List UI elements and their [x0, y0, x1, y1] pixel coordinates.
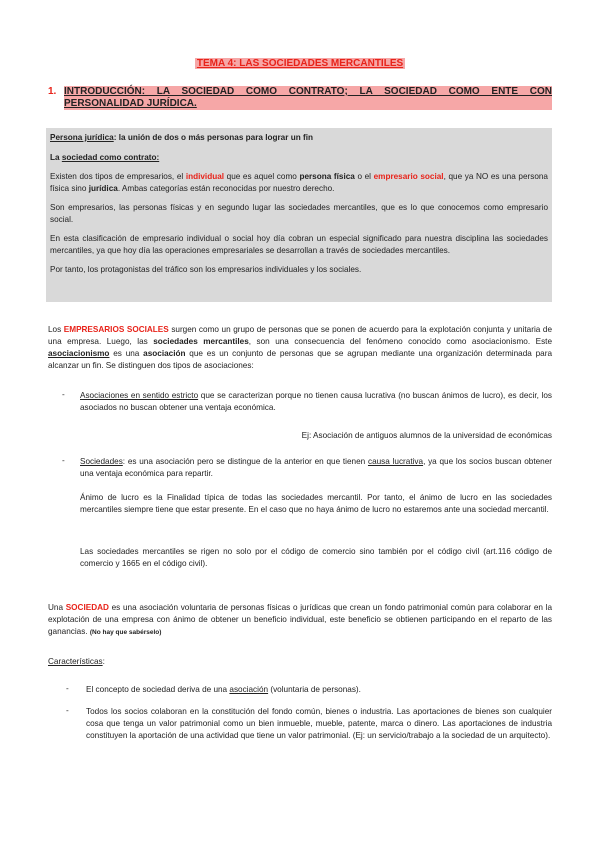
- list-item: Asociaciones en sentido estricto que se caracterizan porque no tienen causa lucrativa (no buscan ánimos de lucro), es decir, los asociados no buscan obtener una ventaja económica.: [80, 391, 552, 412]
- paragraph: En esta clasificación de empresario individual o social hoy día cobran un especial significado para nuestra disciplina las sociedades mercantiles, ya que hoy día las operaciones empresariales se desarrollan a través de sociedades mercantiles.: [50, 234, 548, 255]
- section-heading: [48, 86, 552, 110]
- list-bullet: -: [66, 684, 69, 693]
- paragraph: Son empresarios, las personas físicas y en segundo lugar las sociedades mercantiles, que es lo que conocemos como empresario social.: [50, 203, 548, 224]
- section-number: 1.: [48, 86, 57, 97]
- subheading: La sociedad como contrato:: [50, 152, 160, 162]
- definition-line: Persona jurídica: la unión de dos o más personas para lograr un fin: [50, 133, 313, 142]
- list-bullet: -: [62, 456, 65, 465]
- paragraph-sociedad: Una SOCIEDAD es una asociación voluntaria de personas físicas o jurídicas que crean un fondo patrimonial común para colaborar en la explotación de una empresa con ánimo de obtener un beneficio individual, este beneficio se obtienen participando en el reparto de las ganancias. (No hay que sabérselo): [48, 603, 552, 636]
- list-bullet: -: [62, 390, 65, 399]
- paragraph: Por tanto, los protagonistas del tráfico son los empresarios individuales y los sociales.: [50, 265, 362, 274]
- features-heading: Características:: [48, 657, 105, 666]
- definition-box: [46, 128, 552, 302]
- paragraph: Existen dos tipos de empresarios, el individual que es aquel como persona física o el empresario social, que ya NO es una persona física sino jurídica. Ambas categorías están reconocidas por nuestro derecho.: [50, 172, 548, 193]
- section-title: INTRODUCCIÓN: LA SOCIEDAD COMO CONTRATO; LA SOCIEDAD COMO ENTE CON PERSONALIDAD JURÍDICA.: [64, 86, 552, 109]
- list-item: Sociedades: es una asociación pero se distingue de la anterior en que tienen causa lucrativa, ya que los socios buscan obtener una ventaja económica para repartir.: [80, 457, 552, 478]
- example-line: Ej: Asociación de antiguos alumnos de la universidad de económicas: [301, 431, 552, 440]
- list-bullet: -: [66, 706, 69, 715]
- paragraph-empresarios: Los EMPRESARIOS SOCIALES surgen como un grupo de personas que se ponen de acuerdo para la explotación conjunta y unitaria de una empresa. Luego, las sociedades mercantiles, son una consecuencia del fenómeno conocido como asociacionismo. Este asociacionismo es una asociación que es un conjunto de personas que se agrupan mediante una organización determinada para alcanzar un fin. Se distinguen dos tipos de asociaciones:: [48, 325, 553, 370]
- paragraph: Las sociedades mercantiles se rigen no solo por el código de comercio sino también por el código civil (art.116 código de comercio y 1665 en el código civil).: [80, 547, 552, 568]
- list-item: Todos los socios colaboran en la constitución del fondo común, bienes o industria. Las aportaciones de bienes son cualquier cosa que tenga un valor patrimonial como un bien inmueble, mueble, patente, marca o dinero. Las aportaciones de industria constituyen la aportación de una actividad que tiene un valor patrimonial. (Ej: un servicio/trabajo a la sociedad de un arquitecto).: [86, 707, 552, 740]
- page-title: TEMA 4: LAS SOCIEDADES MERCANTILES: [196, 58, 404, 69]
- paragraph: Ánimo de lucro es la Finalidad típica de todas las sociedades mercantil. Por tanto, el ánimo de lucro en las sociedades mercantiles siempre tiene que estar presente. En el caso que no haya ánimo de lucro no estaremos ante una sociedad mercantil.: [80, 493, 552, 514]
- list-item: El concepto de sociedad deriva de una asociación (voluntaria de personas).: [86, 685, 361, 694]
